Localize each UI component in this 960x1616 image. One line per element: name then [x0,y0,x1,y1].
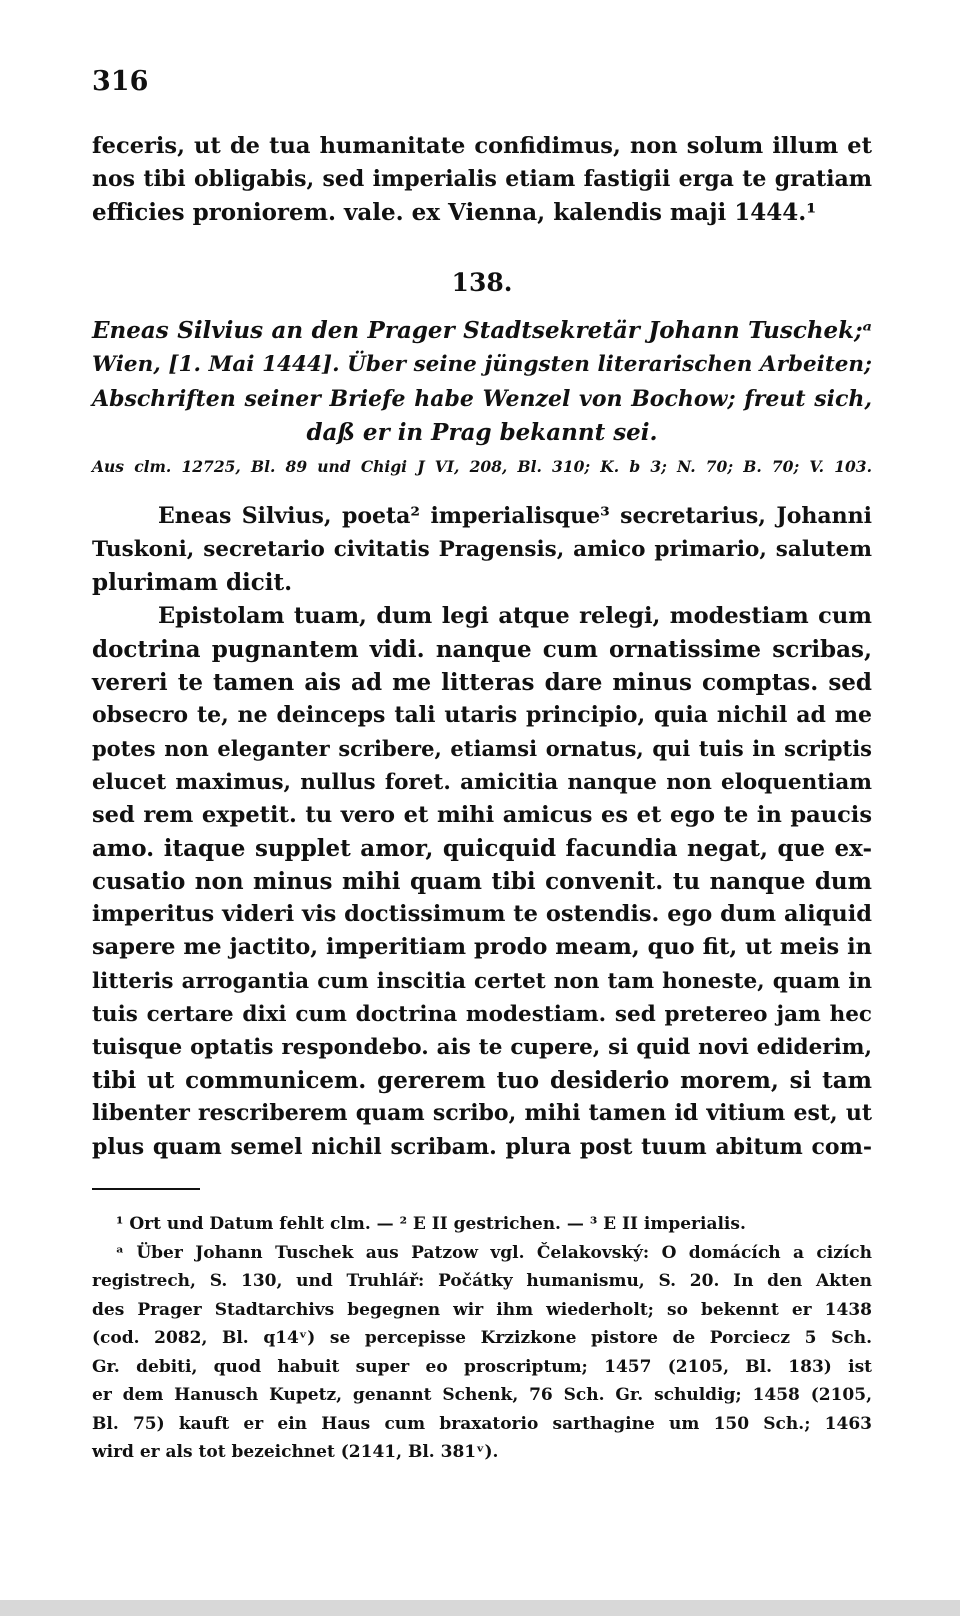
body-line: doctrina pugnantem vidi. nanque cum ornatissime scribas, [92,635,872,663]
letter-heading [92,314,872,450]
footnote-line: wird er als tot bezeichnet (2141, Bl. 381ᵛ). [92,1442,499,1462]
text-line: nos tibi obligabis, sed imperialis etiam fastigii erga te gratiam [92,166,872,193]
letter-number: 138. [451,268,513,297]
footnote-line: er dem Hanusch Kupetz, genannt Schenk, 76 Sch. Gr. schuldig; 1458 (2105, [92,1385,872,1405]
body-line: tuis certare dixi cum doctrina modestiam. sed pretereo jam hec [92,1001,872,1027]
body-line: Tuskoni, secretario civitatis Pragensis, amico primario, salutem [92,537,872,563]
body-line: tibi ut communicem. gererem tuo desiderio morem, si tam [92,1067,872,1095]
letter-body [92,500,872,1164]
text-line: feceris, ut de tua humanitate confidimus, non solum illum et [92,133,872,159]
footnote-line: des Prager Stadtarchivs begegnen wir ihm wiederholt; so bekennt er 1438 [92,1299,872,1320]
body-line: plus quam semel nichil scribam. plura post tuum abitum com- [92,1133,872,1160]
body-line: Eneas Silvius, poeta² imperialisque³ secretarius, Johanni [158,503,872,529]
heading-line: Abschriften seiner Briefe habe Wenzel von Bochow; freut sich, [92,386,872,412]
body-line: potes non eleganter scribere, etiamsi ornatus, qui tuis in scriptis [92,736,872,762]
heading-line: Eneas Silvius an den Prager Stadtsekretär Johann Tuschek;ᵃ [92,317,872,344]
footnote-divider [92,1188,200,1190]
body-line: cusatio non minus mihi quam tibi convenit. tu nanque dum [92,868,872,896]
heading-line: daß er in Prag bekannt sei. [306,419,658,446]
body-line: litteris arrogantia cum inscitia certet non tam honeste, quam in [92,968,872,994]
body-line: libenter rescriberem quam scribo, mihi tamen id vitium est, ut [92,1100,872,1127]
footnote-line: Bl. 75) kauft er ein Haus cum braxatorio sarthagine um 150 Sch.; 1463 [92,1413,872,1434]
source-note: Aus clm. 12725, Bl. 89 und Chigi J VI, 208, Bl. 310; K. b 3; N. 70; B. 70; V. 103. [92,457,872,476]
text-line: efficies proniorem. vale. ex Vienna, kalendis maji 1444.¹ [92,199,817,227]
body-line: sed rem expetit. tu vero et mihi amicus es et ego te in paucis [92,801,872,828]
footnote-line: Gr. debiti, quod habuit super eo proscriptum; 1457 (2105, Bl. 183) ist [92,1356,872,1377]
continuation-text [92,130,872,230]
body-line: amo. itaque supplet amor, quicquid facundia negat, que ex- [92,834,872,862]
footnotes [92,1210,872,1467]
body-line: Epistolam tuam, dum legi atque relegi, modestiam cum [158,602,872,629]
footnote-line: ᵃ Über Johann Tuschek aus Patzow vgl. Čelakovský: O domácích a cizích [116,1242,872,1263]
body-line: imperitus videri vis doctissimum te ostendis. ego dum aliquid [92,901,872,928]
body-line: plurimam dicit. [92,569,293,597]
heading-line: Wien, [1. Mai 1444]. Über seine jüngsten literarischen Arbeiten; [92,352,872,377]
scan-edge [0,1600,960,1616]
body-line: obsecro te, ne deinceps tali utaris principio, quia nichil ad me [92,702,872,729]
body-line: tuisque optatis respondebo. ais te cupere, si quid novi ediderim, [92,1035,872,1060]
body-line: elucet maximus, nullus foret. amicitia nanque non eloquentiam [92,769,872,795]
footnote-line: ¹ Ort und Datum fehlt clm. — ² E II gestrichen. — ³ E II imperialis. [116,1214,746,1234]
footnote-line: (cod. 2082, Bl. q14ᵛ) se percepisse Krzizkone pistore de Porciecz 5 Sch. [92,1328,872,1348]
body-line: vereri te tamen ais ad me litteras dare minus comptas. sed [92,668,872,696]
body-line: sapere me jactito, imperitiam prodo meam, quo fit, ut meis in [92,934,872,961]
footnote-line: registrech, S. 130, und Truhlář: Počátky humanismu, S. 20. In den Akten [92,1271,872,1291]
page-number: 316 [92,66,149,97]
